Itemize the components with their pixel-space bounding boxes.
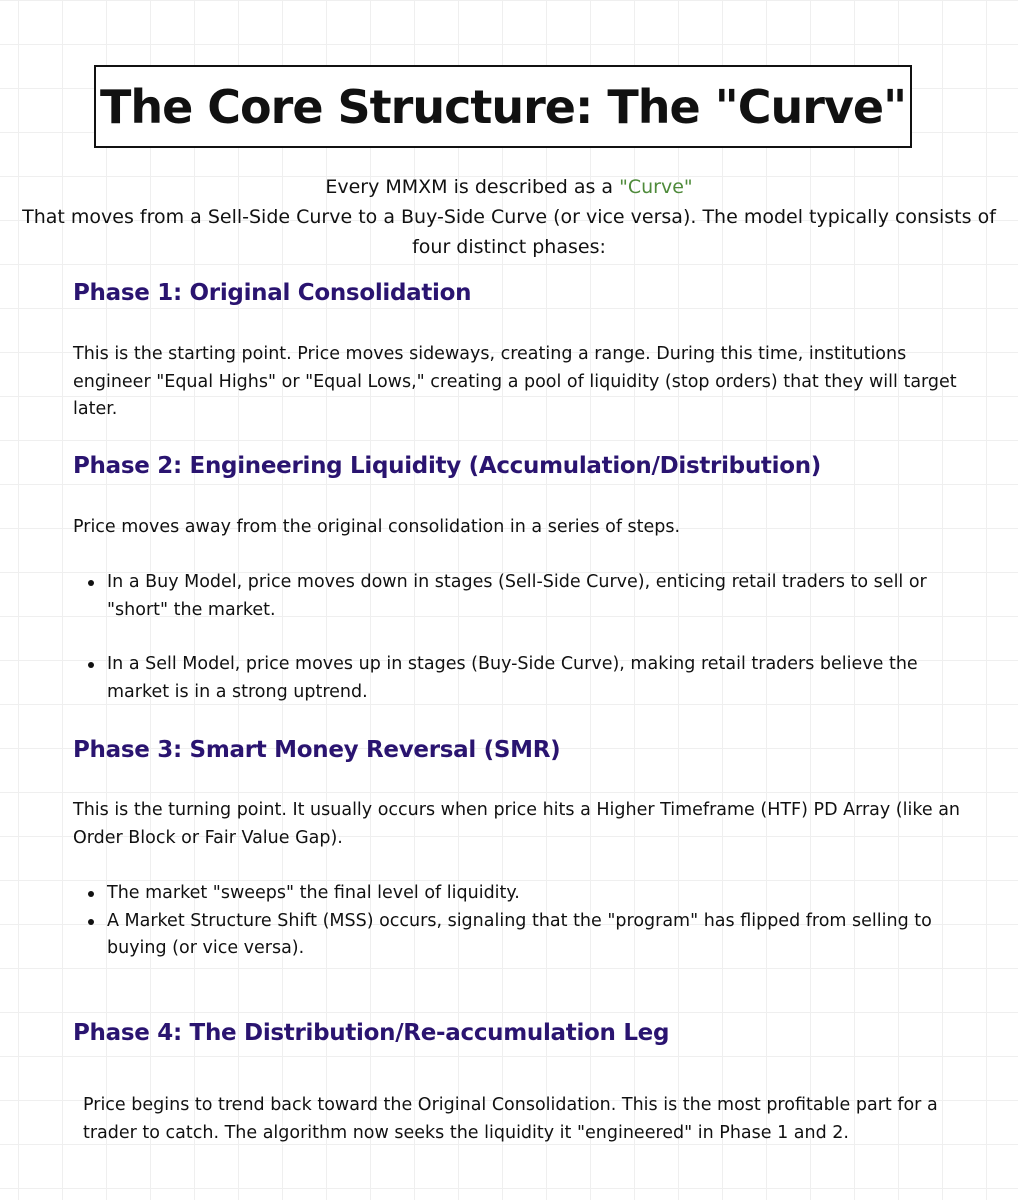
bullet-dot-icon [88,662,94,668]
phase-3-bullets [85,880,965,963]
bullet-text: The market "sweeps" the final level of liquidity. [107,883,520,903]
list-item [85,880,965,908]
bullet-dot-icon [88,919,94,925]
phase-1-body: This is the starting point. Price moves sideways, creating a range. During this time, institutions engineer "Equal Highs" or "Equal Lows," creating a pool of liquidity (stop orders) that they will target later. [73,344,957,419]
intro [20,172,998,262]
intro-line-1 [20,172,998,202]
phase-2-body: Price moves away from the original consolidation in a series of steps. [73,517,681,537]
phase-1-section [73,280,973,306]
phase-4-heading: Phase 4: The Distribution/Re-accumulation Leg [73,1020,670,1046]
phase-4-section [73,1020,973,1046]
bullet-dot-icon [88,580,94,586]
phase-3-heading: Phase 3: Smart Money Reversal (SMR) [73,737,561,763]
list-item [85,651,965,706]
intro-line-2: That moves from a Sell-Side Curve to a Buy-Side Curve (or vice versa). The model typically consists of four distinct phases: [22,206,996,258]
phase-3-body: This is the turning point. It usually occurs when price hits a Higher Timeframe (HTF) PD Array (like an Order Block or Fair Value Gap). [73,800,961,848]
list-item [85,908,965,963]
bullet-text: In a Buy Model, price moves down in stages (Sell-Side Curve), enticing retail traders to sell or "short" the market. [107,572,927,620]
title-box [94,65,912,148]
intro-prefix: Every MMXM is described as a [325,176,620,198]
list-item [85,569,965,624]
phase-1-heading: Phase 1: Original Consolidation [73,280,472,306]
phase-4-body: Price begins to trend back toward the Original Consolidation. This is the most profitable part for a trader to catch. The algorithm now seeks the liquidity it "engineered" in Phase 1 and 2. [83,1095,938,1143]
phase-2-heading: Phase 2: Engineering Liquidity (Accumulation/Distribution) [73,453,821,479]
bullet-text: A Market Structure Shift (MSS) occurs, signaling that the "program" has flipped from selling to buying (or vice versa). [107,910,932,958]
bullet-text: In a Sell Model, price moves up in stages (Buy-Side Curve), making retail traders believe the market is in a strong uptrend. [107,654,918,702]
page-title: The Core Structure: The "Curve" [99,79,907,134]
bullet-dot-icon [88,891,94,897]
phase-2-section [73,453,973,479]
phase-3-section [73,737,973,763]
phase-2-bullets [85,569,965,706]
curve-highlight: "Curve" [619,176,693,198]
